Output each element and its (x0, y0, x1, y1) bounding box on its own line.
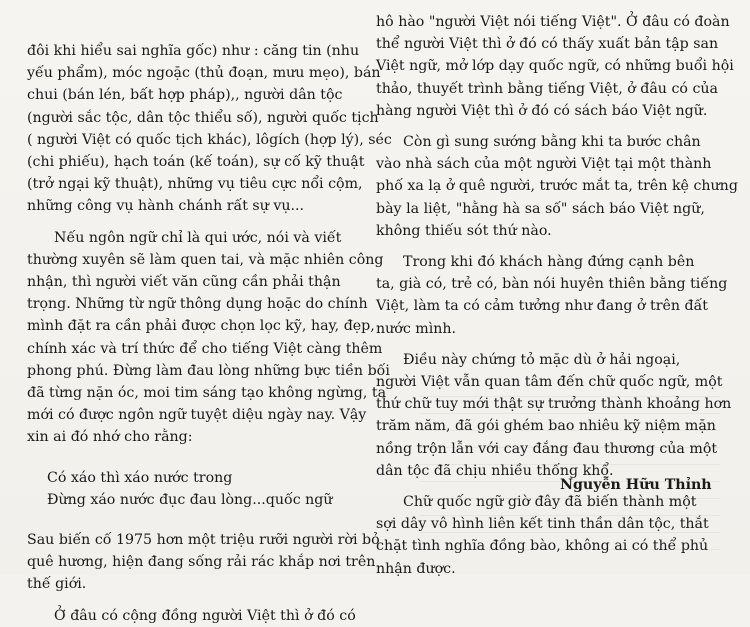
text-line: những công vụ hành chánh rất sự vụ... (27, 198, 305, 215)
text-line: đôi khi hiểu sai nghĩa gốc) như : căng tin (nhu (27, 43, 360, 59)
text-line: hàng người Việt thì ở đó có sách báo Việt ngữ. (376, 102, 708, 119)
text-line: trăm năm, đã gói ghém bao nhiêu kỹ niệm mặn (376, 418, 716, 435)
text-line: (chi phiếu), hạch toán (kế toán), sự cố kỹ thuật (27, 154, 365, 171)
text-line: Sau biến cố 1975 hơn một triệu rưỡi người rời bỏ (27, 532, 380, 549)
text-line: chui (bán lén, bất hợp pháp),, người dân tộc (27, 87, 343, 104)
text-line: chặt tình nghĩa đồng bào, không ai có thể phủ (376, 538, 709, 555)
text-line: (người sắc tộc, dân tộc thiểu số), người quốc tịch (27, 109, 379, 126)
paragraph-bookstore (376, 131, 738, 242)
text-line: Chữ quốc ngữ giờ đây đã biến thành một (376, 494, 697, 511)
text-line: thường xuyên sẽ làm quen tai, và mặc nhiên công (27, 251, 384, 268)
text-line: thảo, thuyết trình bằng tiếng Việt, ở đâu có của (376, 80, 718, 97)
text-line: người Việt vẫn quan tâm đến chữ quốc ngữ, một (376, 374, 723, 391)
text-line: Nếu ngôn ngữ chỉ là qui ước, nói và viết (27, 229, 342, 246)
text-line: đã từng nặn óc, moi tim sáng tạo không ngừng, ta (27, 385, 387, 402)
text-line: Việt, làm ta có cảm tưởng như đang ở trên đất (376, 298, 708, 315)
text-line: Trong khi đó khách hàng đứng cạnh bên (376, 254, 695, 271)
text-line: bày la liệt, "hằng hà sa số" sách báo Việt ngữ, (376, 200, 705, 217)
text-line: ( người Việt có quốc tịch khác), lôgích (hợp lý), séc (27, 131, 392, 148)
text-line: nồng trộn lẫn với cay đắng đau thương của một (376, 440, 718, 457)
text-line: mình đặt ra cần phải được chọn lọc kỹ, hay, đẹp, (27, 318, 375, 335)
right-column (376, 11, 738, 580)
text-line: phong phú. Đừng làm đau lòng những bực tiền bối (27, 362, 390, 379)
text-line: trọng. Những từ ngữ thông dụng hoặc do chính (27, 296, 368, 313)
left-column (27, 40, 392, 627)
verse-quote (27, 467, 345, 511)
author-signature: Nguyễn Hữu Thỉnh (560, 477, 712, 493)
text-line: nhận, thì người viết văn cũng cần phải thận (27, 274, 341, 291)
paragraph-community-cont (376, 11, 734, 122)
text-line: mới có được ngôn ngữ tuyệt diệu ngày nay. Vậy (27, 407, 367, 424)
text-line: dân tộc đã chịu nhiều thống khổ. (376, 462, 614, 479)
text-line: Còn gì sung sướng bằng khi ta bước chân (376, 134, 701, 151)
text-line: nhận được. (376, 560, 456, 577)
text-line: ta, già có, trẻ có, bàn nói huyên thiên bằng tiếng (376, 276, 728, 293)
verse-line: Đừng xáo nước đục đau lòng...quốc ngữ (47, 491, 333, 508)
paragraph-language-convention (27, 227, 390, 449)
text-line: không thiếu sót thứ nào. (376, 222, 552, 239)
paragraph-loanwords (27, 40, 392, 218)
text-line: hô hào "người Việt nói tiếng Việt". Ở đâu có đoàn (376, 14, 730, 30)
text-line: nước mình. (376, 320, 457, 337)
text-line: Điều này chứng tỏ mặc dù ở hải ngoại, (376, 351, 681, 368)
paragraph-conclusion (376, 491, 708, 580)
text-line: xin ai đó nhớ cho rằng: (27, 429, 193, 446)
text-line: thứ chữ tuy mới thật sự trưởng thành khoảng hơn (376, 396, 732, 413)
paragraph-customers (376, 251, 728, 340)
text-line: chính xác và trí thức để cho tiếng Việt càng thêm (27, 340, 383, 357)
text-line: phố xa lạ ở quê người, trước mắt ta, trên kệ chưng (376, 178, 738, 195)
text-line: thế giới. (27, 576, 87, 593)
paragraph-community (27, 605, 356, 627)
text-line: yếu phẩm), móc ngoặc (thủ đoạn, mưu mẹo), bán (27, 65, 381, 82)
verse-line: Có xáo thì xáo nước trong (47, 469, 233, 486)
text-line: thể người Việt thì ở đó có thấy xuất bản tập san (376, 36, 719, 53)
text-line: (trở ngại kỹ thuật), những vụ tiêu cực nổi cộm, (27, 176, 363, 193)
text-line: quê hương, hiện đang sống rải rác khắp nơi trên (27, 554, 376, 571)
text-line: sợi dây vô hình liên kết tinh thần dân tộc, thắt (376, 516, 709, 533)
paragraph-diaspora (27, 529, 380, 596)
paragraph-overseas (376, 349, 732, 482)
text-line: vào nhà sách của một người Việt tại một thành (376, 156, 712, 173)
text-line: Ở đâu có cộng đồng người Việt thì ở đó có (27, 607, 356, 624)
text-line: Việt ngữ, mở lớp dạy quốc ngữ, có những buổi hội (376, 58, 734, 75)
